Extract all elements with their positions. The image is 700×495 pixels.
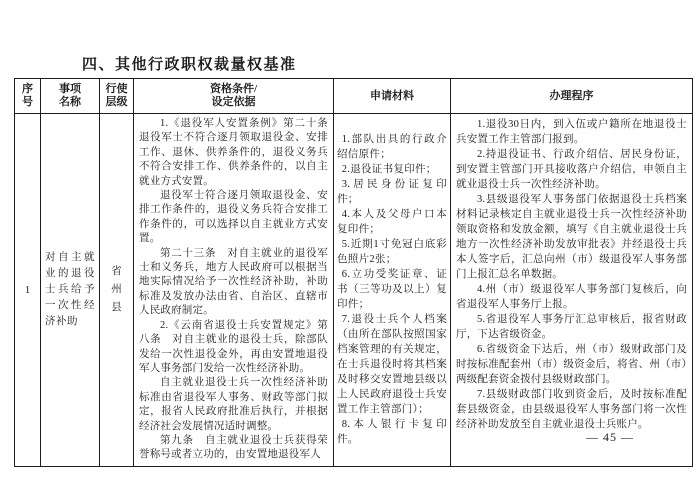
table-header-row	[15, 79, 693, 114]
text-line: 县	[111, 301, 122, 313]
text-line: 3.县级退役军人事务部门依据退役士兵档案材料记录核定自主就业退役士兵一次性经济补助领取资格和发放金额，填写《自主就业退役士兵地方一次性经济补助发放审批表》并经退役士兵本人签字后，汇总向州（市）级退役军人事务部门上报汇总名单数据。	[456, 194, 687, 280]
text-line: 7.退役士兵个人档案（由所在部队按照国家档案管理的有关规定，在士兵退役时将其档案及时移交安置地县级以上人民政府退役士兵安置工作主管部门）；	[337, 314, 447, 416]
text-line: 第九条 自主就业退役士兵获得荣誉称号或者立功的，由安置地退役军人	[139, 434, 328, 461]
text-line: 行使	[105, 83, 128, 95]
cell-handling-procedure	[451, 114, 693, 467]
cell-qualification-basis	[134, 114, 334, 467]
text-line: 号	[22, 96, 33, 108]
text-line: 事项	[59, 83, 81, 95]
table-row	[15, 114, 693, 467]
header-qualification	[134, 79, 334, 114]
text-line: 1.部队出具的行政介绍信原件；	[337, 134, 447, 161]
text-line: 自主就业退役士兵一次性经济补助标准由省退役军人事务、财政等部门拟定，报省人民政府批准后执行，并根据经济社会发展情况适时调整。	[139, 377, 328, 432]
text-line: 2.持退役证书、行政介绍信、居民身份证，到安置主管部门开具接收落户介绍信，申领自主就业退役士兵一次性经济补助。	[456, 149, 687, 190]
page-number: — 45 —	[586, 430, 634, 444]
text-line: 5.近期1寸免冠白底彩色照片2张；	[337, 239, 447, 266]
text-line: 1.《退役军人安置条例》第二十条 退役军士不符合逐月领取退役金、安排工作、退休、供养条件的，退役义务兵不符合安排工作、供养条件的，以自主就业方式安置。	[139, 118, 328, 187]
text-line: 序	[22, 83, 33, 95]
text-line: 6.立功受奖证章、证书（三等功及以上）复印件；	[337, 269, 447, 311]
text-line: 州	[111, 283, 122, 295]
cell-index: 1	[15, 114, 41, 467]
cell-application-materials	[334, 114, 451, 467]
text-line: 7.县级财政部门收到资金后，及时按标准配套县级资金，由县级退役军人事务部门将一次性经济补助发放至自主就业退役士兵账户。	[456, 389, 687, 430]
text-line: 4.州（市）级退役军人事务部门复核后，向省退役军人事务厅上报。	[456, 284, 687, 310]
text-line: 名称	[59, 96, 81, 108]
text-line: 层级	[105, 96, 128, 108]
text-line: 4.本人及父母户口本复印件；	[337, 209, 447, 236]
text-line: 6.省级资金下达后，州（市）级财政部门及时按标准配套州（市）级资金后，将省、州（市）两级配套资金拨付县级财政部门。	[456, 344, 687, 385]
text-line: 8.本人银行卡复印件。	[337, 419, 447, 446]
header-index	[15, 79, 41, 114]
text-line: 2.《云南省退役士兵安置规定》第八条 对自主就业的退役士兵，除部队发给一次性退役金外，再由安置地退役军人事务部门发给一次性经济补助。	[139, 319, 328, 374]
discretion-standards-table	[14, 78, 693, 467]
header-level	[100, 79, 134, 114]
text-line: 省	[111, 265, 122, 277]
cell-item-name: 对自主就业的退役士兵给予一次性经济补助	[41, 114, 100, 467]
text-line: 退役军士符合逐月领取退役金、安排工作条件的，退役义务兵符合安排工作条件的，可以选择以自主就业方式安置。	[139, 190, 328, 245]
section-title: 四、其他行政职权裁量权基准	[82, 56, 297, 73]
cell-exercise-level	[100, 114, 134, 467]
header-materials: 申请材料	[334, 79, 451, 114]
text-line: 设定依据	[211, 96, 256, 108]
text-line: 3.居民身份证复印件；	[337, 179, 447, 206]
text-line: 资格条件/	[209, 83, 258, 95]
header-procedure: 办理程序	[451, 79, 693, 114]
text-line: 第二十三条 对自主就业的退役军士和义务兵，地方人民政府可以根据当地实际情况给予一次性经济补助，补助标准及发放办法由省、自治区、直辖市人民政府制定。	[139, 247, 328, 317]
text-line: 5.省退役军人事务厅汇总审核后，报省财政厅，下达省级资金。	[456, 314, 687, 340]
text-line: 2.退役证书复印件；	[341, 164, 437, 176]
text-line: 1.退役30日内，到入伍或户籍所在地退役士兵安置工作主管部门报到。	[456, 119, 687, 145]
header-item-name	[41, 79, 100, 114]
